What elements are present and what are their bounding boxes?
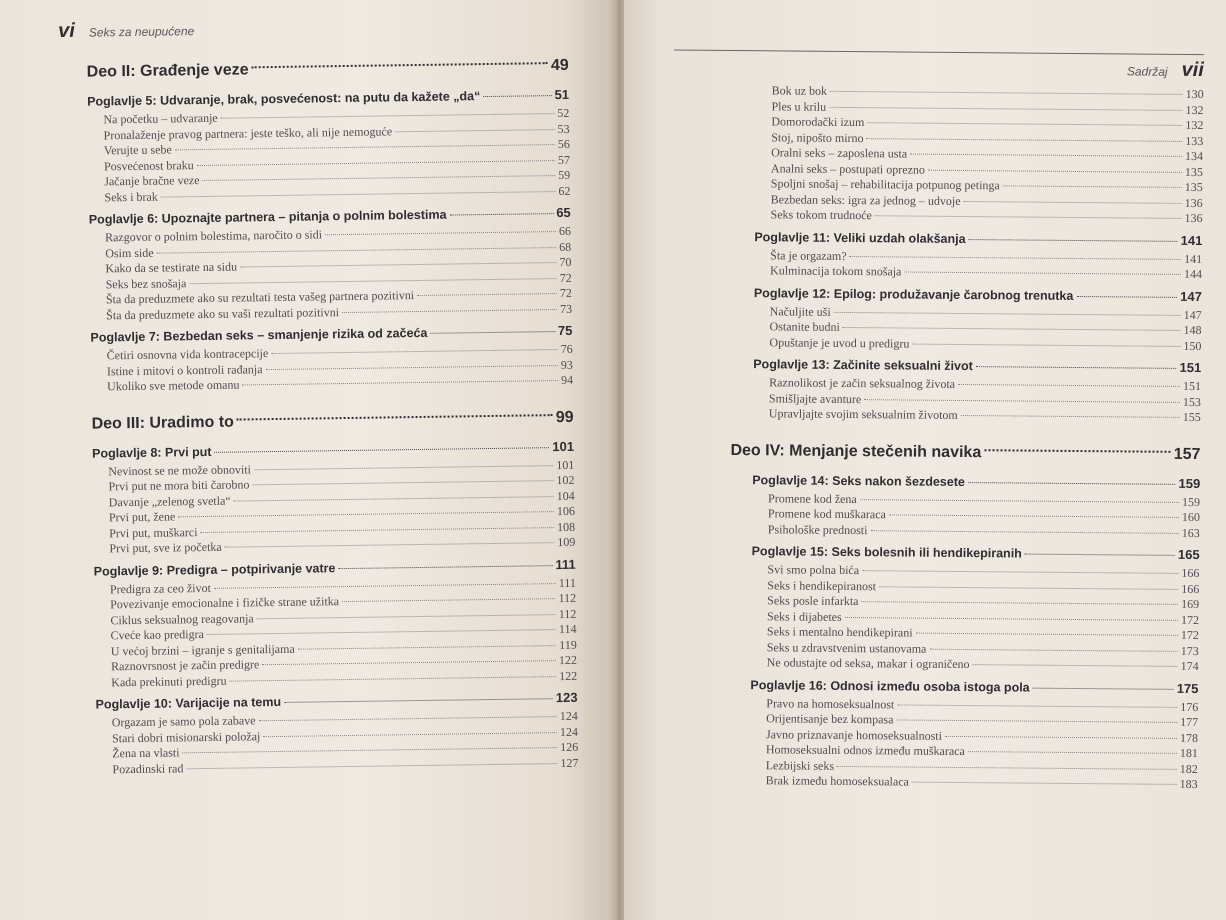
leader-dots (237, 414, 553, 420)
toc-item-title: Javno priznavanje homoseksualnosti (765, 726, 943, 743)
toc-item-page: 177 (1180, 714, 1199, 730)
chapter-heading-page: 101 (552, 438, 575, 454)
leader-dots (973, 664, 1178, 667)
chapter-heading-title: Poglavlje 11: Veliki uzdah olakšanja (754, 229, 966, 246)
toc-item-page: 181 (1179, 745, 1198, 761)
toc-item-title: Kada prekinuti predigru (111, 673, 227, 689)
leader-dots (867, 138, 1183, 142)
leader-dots (850, 256, 1182, 260)
toc-item-page: 130 (1185, 86, 1204, 102)
toc-item-title: Lezbijski seks (765, 757, 835, 773)
left-toc-body (59, 51, 579, 778)
toc-item-page: 111 (558, 575, 576, 590)
toc-item (752, 522, 1200, 541)
chapter-items (92, 457, 575, 557)
toc-item-title: Kulminacija tokom snošaja (770, 263, 902, 279)
toc-item-page: 106 (556, 503, 576, 519)
leader-dots (867, 122, 1182, 126)
toc-item-title: Na početku – udvaranje (103, 110, 218, 127)
toc-item-title: Kako da se testirate na sidu (105, 259, 238, 276)
toc-item-title: Osim side (105, 245, 154, 260)
chapter-items (89, 224, 572, 324)
toc-item (754, 263, 1202, 282)
toc-item-title: Seks i hendikepiranost (767, 577, 877, 593)
leader-dots (928, 169, 1182, 172)
toc-item-title: Cveće kao predigra (110, 627, 204, 643)
toc-item-title: Ne odustajte od seksa, makar i ograničeno (766, 655, 970, 672)
leader-dots (896, 719, 1177, 722)
toc-item-title: Orgazam je samo pola zabave (111, 713, 256, 730)
toc-item-title: Stoj, nipošto mirno (771, 129, 864, 145)
toc-item-title: Četiri osnovna vida kontracepcije (106, 346, 269, 363)
toc-item-title: Šta je orgazam? (770, 247, 847, 263)
right-toc (728, 50, 1204, 793)
toc-item (770, 207, 1202, 226)
part-heading (730, 435, 1200, 469)
toc-item-title: Predigra za ceo život (109, 580, 211, 596)
part-title: Deo IV: Menjanje stečenih navika (730, 441, 982, 461)
leader-dots (157, 247, 557, 254)
leader-dots (862, 570, 1178, 574)
leader-dots (254, 465, 553, 470)
leader-dots (912, 343, 1180, 346)
chapter-heading-title: Poglavlje 12: Epilog: produžavanje čarobnog trenutka (753, 285, 1074, 303)
leader-dots (958, 384, 1180, 387)
toc-item-title: Seks i mentalno hendikepirani (766, 624, 913, 640)
toc-item-page: 183 (1179, 776, 1198, 792)
left-folio: vi (58, 19, 75, 42)
continued-items (732, 83, 1203, 227)
leader-dots (325, 231, 556, 235)
toc-item-title: Seks bez snošaja (105, 275, 187, 291)
leader-dots (1076, 295, 1177, 297)
chapter-heading-page: 123 (555, 689, 578, 706)
toc-item (750, 773, 1198, 792)
toc-item-page: 104 (556, 488, 575, 503)
toc-item-title: Pravo na homoseksualnost (766, 695, 895, 711)
leader-dots (161, 191, 556, 198)
toc-item-title: Prvi put ne mora biti čarobno (108, 477, 250, 494)
toc-item-page: 114 (558, 621, 577, 637)
leader-dots (897, 704, 1177, 707)
chapter-heading-page: 141 (1180, 232, 1203, 248)
toc-item-title: Svi smo polna bića (767, 562, 860, 578)
chapter-items (96, 709, 579, 778)
toc-item-page: 57 (557, 152, 571, 167)
leader-dots (875, 215, 1182, 219)
toc-item-title: Seks i dijabetes (767, 608, 842, 624)
toc-item-page: 151 (1183, 378, 1202, 394)
toc-item (751, 655, 1199, 674)
toc-item-page: 102 (556, 472, 575, 488)
toc-item-title: Raznovrsnost je začin predigre (110, 657, 260, 674)
chapter-items (750, 696, 1199, 793)
toc-item-title: Promene kod žena (768, 490, 857, 506)
leader-dots (175, 144, 555, 150)
leader-dots (417, 293, 557, 296)
toc-item-page: 160 (1181, 509, 1201, 525)
chapter-items (753, 375, 1201, 425)
leader-dots (976, 366, 1177, 369)
right-chapter-list-2 (728, 471, 1201, 792)
toc-item-page: 122 (558, 652, 578, 668)
leader-dots (1003, 185, 1182, 188)
part-page: 99 (555, 408, 574, 426)
toc-item-page: 178 (1179, 730, 1199, 745)
leader-dots (215, 447, 550, 453)
leader-dots (910, 154, 1182, 157)
leader-dots (843, 327, 1181, 331)
toc-item-title: Pozadinski rad (112, 760, 184, 776)
toc-item-page: 56 (557, 136, 570, 152)
toc-item-title: Domorodački izum (771, 114, 865, 130)
toc-item-title: Orijentisanje bez kompasa (766, 711, 894, 727)
toc-item-title: Analni seks – postupati oprezno (770, 160, 926, 177)
leader-dots (968, 751, 1177, 754)
toc-item-title: Brak između homoseksualaca (765, 773, 909, 789)
toc-item-page: 119 (559, 637, 577, 652)
leader-dots (1025, 554, 1175, 556)
leader-dots (266, 365, 558, 370)
toc-item-page: 182 (1179, 761, 1198, 776)
toc-item-title: Razgovor o polnim bolestima, naročito o sidi (104, 227, 323, 245)
leader-dots (916, 633, 1178, 636)
leader-dots (262, 660, 556, 665)
toc-item-title: Načuljite uši (769, 303, 831, 319)
toc-item-page: 109 (557, 534, 576, 550)
chapter-heading-title: Poglavlje 5: Udvaranje, brak, posvećenost: na putu da kažete „da“ (87, 89, 481, 109)
leader-dots (242, 380, 558, 385)
toc-item-page: 166 (1181, 581, 1200, 596)
toc-item-page: 136 (1184, 210, 1203, 226)
left-running-head: Seks za neupućene (88, 24, 195, 40)
toc-item-title: Promene kod muškaraca (767, 506, 886, 522)
toc-item-title: Psihološke prednosti (767, 521, 868, 537)
toc-item-page: 169 (1181, 596, 1200, 612)
toc-item-page: 72 (559, 270, 572, 285)
chapter-heading-page: 151 (1179, 359, 1202, 376)
leader-dots (870, 530, 1178, 534)
chapter-heading-title: Poglavlje 7: Bezbedan seks – smanjenje rizika od začeća (90, 325, 428, 345)
toc-item-page: 76 (560, 341, 573, 357)
toc-item-page: 53 (557, 121, 570, 136)
leader-dots (252, 62, 548, 68)
toc-item-page: 159 (1182, 494, 1201, 509)
toc-item-title: Povezivanje emocionalne i fizičke strane užitka (110, 594, 340, 612)
toc-item-title: Oralni seks – zaposlena usta (771, 145, 908, 161)
toc-item-page: 59 (558, 167, 571, 183)
left-chapter-list (87, 87, 573, 395)
part-page: 49 (550, 56, 569, 75)
leader-dots (961, 415, 1180, 418)
leader-dots (207, 629, 556, 635)
leader-dots (230, 676, 557, 682)
toc-item-page: 148 (1183, 322, 1202, 338)
leader-dots (342, 598, 556, 602)
leader-dots (860, 499, 1179, 503)
toc-item-page: 141 (1184, 251, 1203, 266)
toc-item-page: 70 (559, 254, 572, 270)
leader-dots (845, 616, 1178, 620)
leader-dots (929, 648, 1177, 651)
toc-item (753, 335, 1201, 354)
leader-dots (186, 763, 557, 769)
chapter-items (751, 562, 1200, 674)
toc-item-page: 62 (558, 183, 571, 198)
leader-dots (969, 239, 1178, 242)
leader-dots (904, 271, 1181, 274)
leader-dots (200, 527, 554, 533)
chapter-heading-title: Poglavlje 10: Varijacije na temu (95, 694, 282, 712)
chapter-items (753, 304, 1201, 354)
toc-item-title: Posvećenost braku (103, 157, 194, 173)
toc-item-title: Davanje „zelenog svetla“ (108, 493, 231, 509)
leader-dots (912, 782, 1177, 785)
leader-dots (178, 511, 554, 517)
leader-dots (830, 91, 1183, 95)
leader-dots (257, 614, 556, 619)
toc-item-title: Seks posle infarkta (767, 593, 859, 609)
leader-dots (263, 732, 557, 737)
leader-dots (252, 480, 553, 485)
toc-item-title: Nevinost se ne može obnoviti (108, 461, 252, 478)
part-page: 157 (1173, 445, 1201, 463)
leader-dots (259, 716, 557, 721)
chapter-heading-page: 159 (1178, 475, 1201, 491)
toc-item-page: 72 (559, 285, 572, 301)
part-heading (87, 51, 569, 88)
chapter-items (87, 106, 570, 206)
toc-item-page: 135 (1184, 179, 1203, 195)
chapter-heading-page: 175 (1176, 680, 1199, 696)
toc-item-page: 147 (1183, 307, 1202, 322)
leader-dots (234, 496, 554, 501)
right-chapter-list (731, 228, 1203, 425)
chapter-heading-title: Poglavlje 16: Odnosi između osoba istoga pola (750, 677, 1030, 695)
toc-item-title: Opuštanje je uvod u predigru (769, 334, 910, 351)
leader-dots (829, 106, 1182, 110)
chapter-items (91, 342, 574, 395)
right-page (624, 0, 1226, 920)
toc-item-page: 166 (1181, 565, 1200, 581)
toc-item (753, 406, 1201, 425)
toc-item-title: Žena na vlasti (112, 745, 180, 761)
toc-item-title: Istine i mitovi o kontroli rađanja (106, 361, 263, 378)
leader-dots (1033, 687, 1174, 689)
leader-dots (221, 113, 555, 119)
toc-item-title: Verujte u sebe (103, 142, 172, 158)
leader-dots (183, 747, 558, 753)
chapter-heading-page: 65 (556, 204, 571, 221)
toc-item-page: 112 (558, 606, 577, 621)
part-title: Deo II: Građenje veze (86, 61, 249, 81)
leader-dots (298, 645, 556, 650)
leader-dots (483, 95, 551, 97)
toc-item-page: 93 (560, 357, 573, 372)
toc-item-page: 135 (1184, 164, 1204, 179)
leader-dots (889, 514, 1179, 518)
toc-item-title: Bok uz bok (771, 83, 828, 98)
leader-dots (197, 160, 555, 166)
left-chapter-list-2 (92, 438, 579, 777)
leader-dots (864, 399, 1180, 403)
toc-item-page: 73 (559, 301, 573, 316)
leader-dots (271, 349, 557, 354)
toc-item-title: Šta da preduzmete ako su rezultati testa vašeg partnera pozitivni (105, 288, 415, 307)
leader-dots (834, 311, 1181, 315)
part-heading (91, 402, 573, 439)
leader-dots (968, 482, 1176, 485)
toc-item-page: 132 (1185, 117, 1204, 133)
leader-dots (964, 201, 1182, 204)
chapter-heading-page: 147 (1180, 288, 1202, 304)
toc-item-title: Ples u krilu (771, 98, 827, 114)
toc-item-title: Pronalaženje pravog partnera: jeste teško, ali nije nemoguće (103, 123, 393, 142)
leader-dots (338, 565, 552, 569)
toc-item-title: Ukoliko sve metode omanu (107, 377, 240, 394)
leader-dots (449, 213, 553, 215)
chapter-heading-title: Poglavlje 15: Seks bolesnih ili hendikepiranih (751, 544, 1022, 561)
toc-item-page: 132 (1185, 102, 1204, 117)
part-title: Deo III: Uradimo to (91, 413, 234, 433)
toc-item-page: 133 (1185, 133, 1204, 148)
chapter-heading-title: Poglavlje 8: Prvi put (91, 444, 212, 461)
toc-item-title: Seks tokom trudnoće (770, 207, 872, 223)
toc-item-title: Homoseksualni odnos između muškaraca (765, 742, 965, 759)
toc-item-title: Smišljajte avanture (768, 390, 862, 406)
leader-dots (240, 262, 556, 267)
toc-item-title: Bezbedan seks: igra za jednog – udvoje (770, 191, 961, 208)
leader-dots (879, 586, 1178, 590)
toc-item-page: 126 (560, 739, 579, 755)
toc-item-page: 134 (1185, 148, 1204, 164)
leader-dots (984, 449, 1171, 453)
toc-item-page: 52 (557, 105, 570, 121)
toc-item-page: 124 (559, 724, 579, 739)
toc-item-title: Prvi put, sve iz početka (109, 539, 222, 556)
toc-item-title: Prvi put, muškarci (109, 524, 198, 540)
chapter-heading-page: 111 (555, 556, 576, 572)
chapter-heading-page: 165 (1177, 546, 1200, 563)
chapter-heading-title: Poglavlje 6: Upoznajte partnera – pitanja o polnim bolestima (88, 207, 447, 227)
toc-item-page: 124 (559, 708, 578, 724)
toc-item-title: Ciklus seksualnog reagovanja (110, 610, 254, 627)
leader-dots (945, 735, 1177, 738)
leader-dots (189, 278, 556, 284)
toc-item-page: 176 (1180, 699, 1199, 714)
toc-item-title: Šta da preduzmete ako su vaši rezultati pozitivni (106, 304, 340, 322)
toc-item-page: 101 (556, 457, 575, 472)
toc-item-page: 68 (559, 239, 572, 254)
toc-item-page: 150 (1183, 338, 1202, 353)
toc-item-page: 172 (1180, 627, 1199, 643)
right-header (674, 49, 1204, 83)
toc-item-title: Jačanje bračne veze (104, 173, 200, 189)
leader-dots (430, 331, 555, 334)
toc-item-title: Stari dobri misionarski položaj (111, 728, 261, 745)
toc-item-page: 163 (1181, 525, 1200, 540)
toc-item-title: Raznolikost je začin seksualnog života (769, 375, 956, 391)
toc-item-page: 172 (1180, 612, 1200, 627)
toc-item-page: 153 (1182, 394, 1202, 409)
toc-item-page: 108 (557, 519, 576, 534)
right-running-head: Sadržaj (1126, 64, 1168, 79)
chapter-heading-page: 75 (557, 322, 573, 339)
chapter-heading-page: 51 (554, 86, 570, 103)
toc-item-page: 127 (560, 755, 579, 770)
chapter-heading-title: Poglavlje 9: Predigra – potpirivanje vatre (93, 560, 336, 579)
leader-dots (342, 309, 557, 313)
toc-item-page: 173 (1180, 643, 1199, 658)
chapter-items (94, 575, 577, 690)
chapter-heading-title: Poglavlje 13: Začinite seksualni život (753, 357, 973, 374)
toc-item-page: 136 (1184, 195, 1203, 210)
left-page (0, 0, 612, 920)
toc-item-title: Seks u zdravstvenim ustanovama (766, 639, 927, 656)
chapter-items (752, 491, 1200, 541)
leader-dots (284, 698, 553, 703)
chapter-items (754, 248, 1202, 283)
left-toc (58, 13, 579, 778)
toc-item-page: 174 (1180, 658, 1199, 674)
leader-dots (225, 542, 555, 548)
leader-dots (395, 129, 554, 132)
toc-item-title: Ostanite budni (769, 319, 840, 334)
toc-item-title: Upravljajte svojim seksualnim životom (768, 406, 958, 422)
toc-item-page: 94 (560, 372, 574, 388)
toc-item-title: U većoj brzini – igranje s genitalijama (110, 641, 295, 658)
toc-item-title: Seks i brak (104, 189, 158, 204)
leader-dots (203, 175, 556, 181)
toc-item-page: 144 (1184, 266, 1203, 282)
left-header (58, 13, 568, 46)
toc-item-title: Spoljni snošaj – rehabilitacija potpunog petinga (770, 176, 1000, 193)
toc-item-page: 122 (559, 668, 578, 683)
toc-item-page: 112 (558, 590, 577, 606)
leader-dots (861, 601, 1178, 605)
toc-item-title: Prvi put, žene (108, 509, 176, 525)
right-folio: vii (1181, 58, 1204, 82)
chapter-heading-title: Poglavlje 14: Seks nakon šezdesete (752, 472, 965, 489)
toc-item-page: 155 (1182, 409, 1201, 425)
leader-dots (837, 765, 1177, 769)
leader-dots (214, 583, 556, 589)
toc-item-page: 66 (558, 223, 572, 239)
